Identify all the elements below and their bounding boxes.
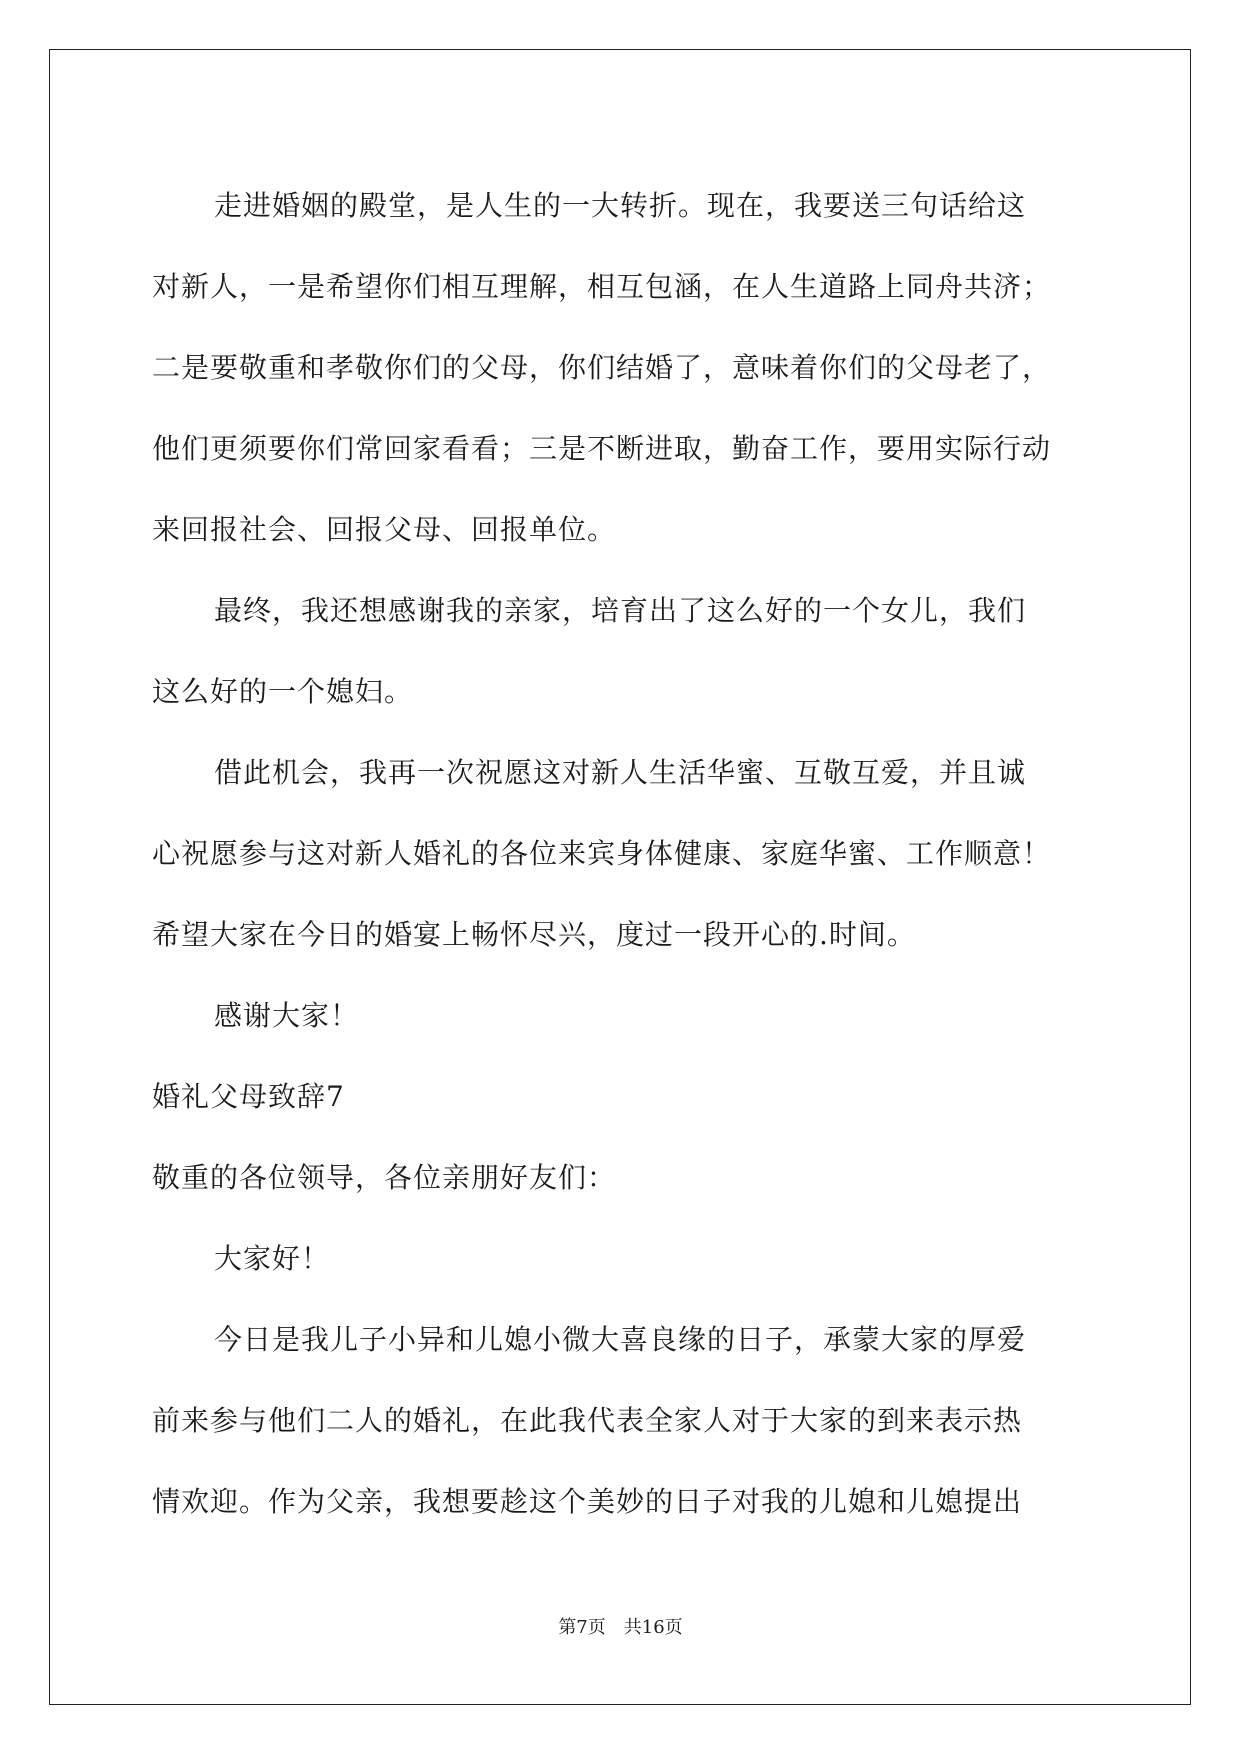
paragraph-line: 二是要敬重和孝敬你们的父母，你们结婚了，意味着你们的父母老了， [152, 351, 1052, 384]
salutation-line: 敬重的各位领导，各位亲朋好友们： [152, 1161, 617, 1194]
paragraph-line: 对新人，一是希望你们相互理解，相互包涵，在人生道路上同舟共济； [152, 270, 1052, 303]
paragraph-line: 情欢迎。作为父亲，我想要趁这个美妙的日子对我的儿媳和儿媳提出 [152, 1485, 1023, 1518]
paragraph-line: 前来参与他们二人的婚礼，在此我代表全家人对于大家的到来表示热 [152, 1404, 1023, 1437]
document-body [152, 165, 1092, 1542]
page-number-footer: 第7页 共16页 [558, 1617, 683, 1638]
paragraph-line: 这么好的一个媳妇。 [152, 675, 414, 708]
paragraph-line: 走进婚姻的殿堂，是人生的一大转折。现在，我要送三句话给这 [214, 189, 1027, 222]
greeting-line: 大家好！ [214, 1242, 331, 1275]
paragraph-line: 希望大家在今日的婚宴上畅怀尽兴，度过一段开心的.时间。 [152, 918, 916, 951]
paragraph-line: 最终，我还想感谢我的亲家，培育出了这么好的一个女儿，我们 [214, 594, 1027, 627]
paragraph-line: 借此机会，我再一次祝愿这对新人生活华蜜、互敬互爱，并且诚 [214, 756, 1027, 789]
paragraph-line: 心祝愿参与这对新人婚礼的各位来宾身体健康、家庭华蜜、工作顺意！ [152, 837, 1052, 870]
section-heading: 婚礼父母致辞7 [152, 1080, 345, 1113]
paragraph-line: 来回报社会、回报父母、回报单位。 [152, 513, 617, 546]
paragraph-line: 感谢大家！ [214, 999, 360, 1032]
paragraph-line: 他们更须要你们常回家看看；三是不断进取，勤奋工作，要用实际行动 [152, 432, 1052, 465]
paragraph-line: 今日是我儿子小异和儿媳小微大喜良缘的日子，承蒙大家的厚爱 [214, 1323, 1027, 1356]
